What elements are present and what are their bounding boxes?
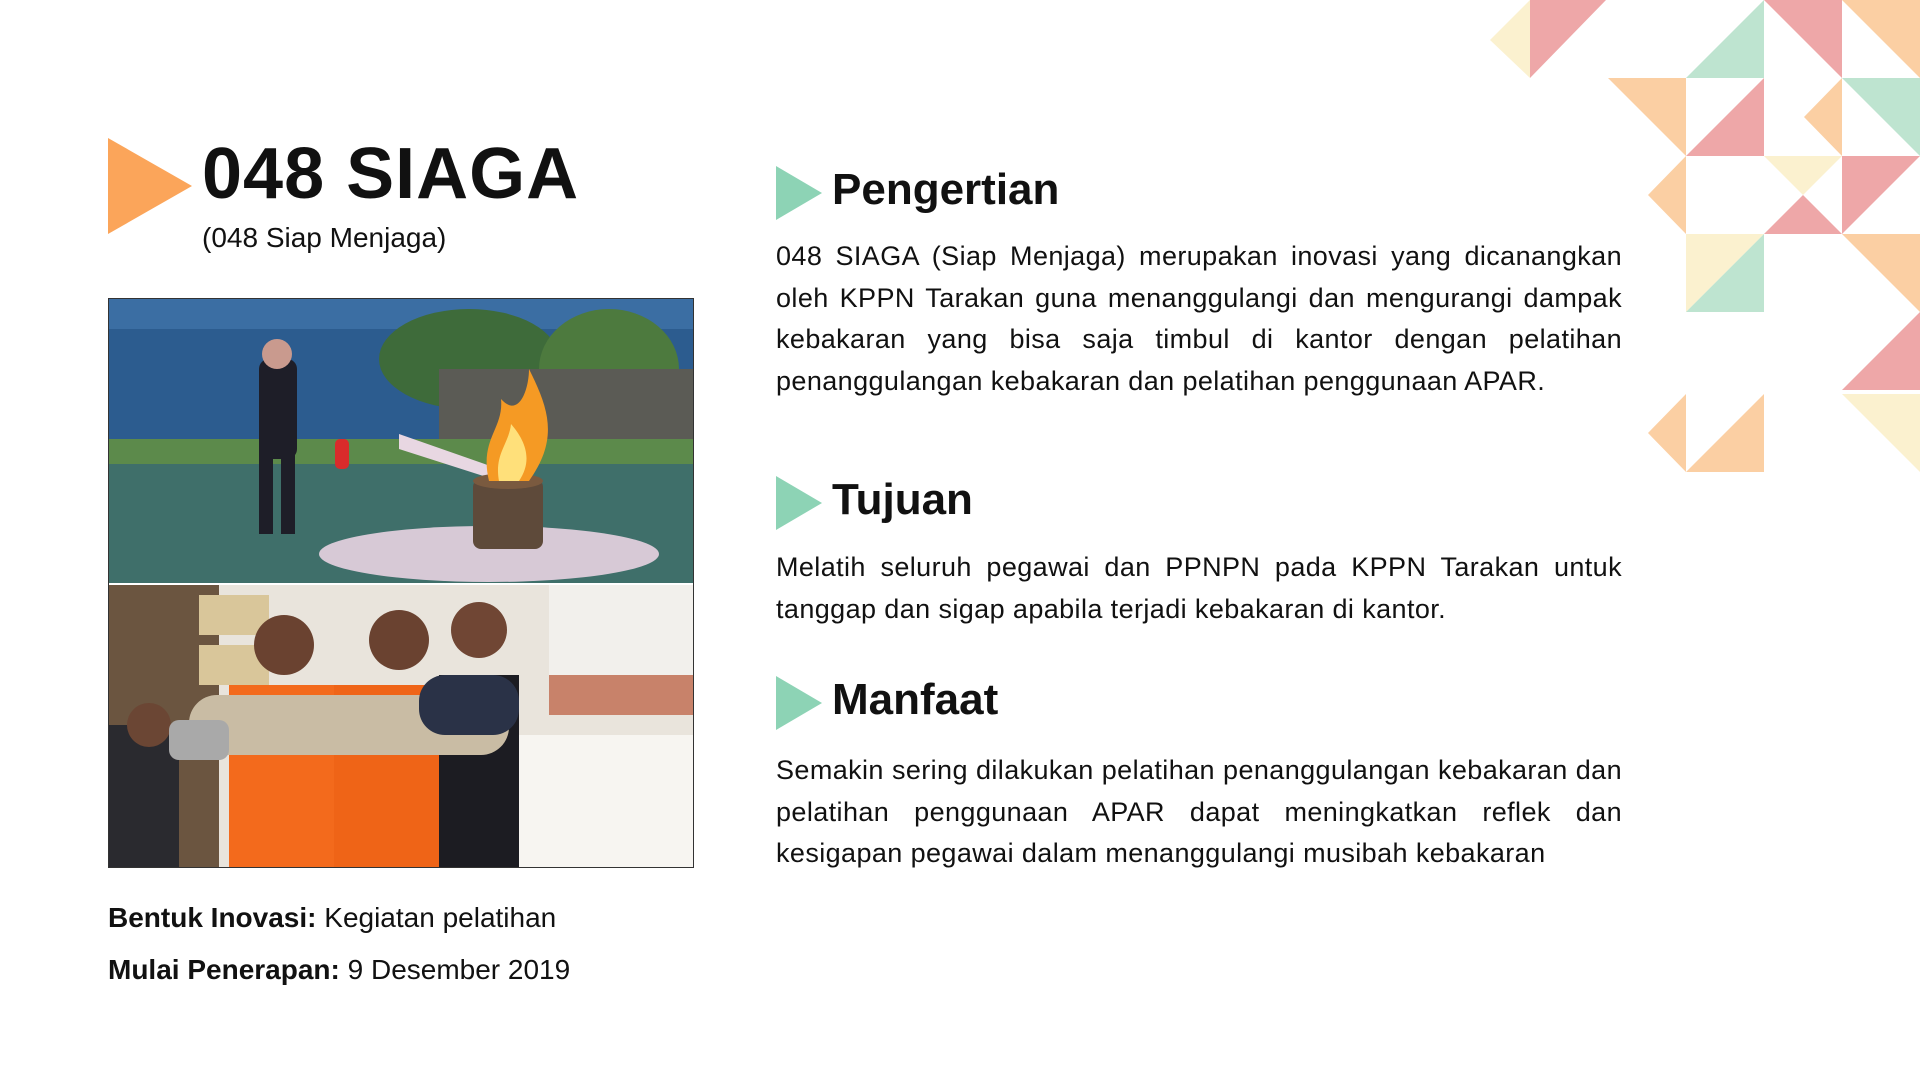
- mulai-penerapan-label: Mulai Penerapan:: [108, 954, 340, 985]
- page-subtitle: (048 Siap Menjaga): [202, 222, 447, 253]
- evacuation-carry-training-photo: [109, 585, 693, 867]
- pengertian-triangle-icon: [776, 166, 822, 220]
- photo-collage: [108, 298, 694, 868]
- title-triangle-icon: [108, 138, 192, 234]
- manfaat-triangle-icon: [776, 676, 822, 730]
- tujuan-heading: Tujuan: [832, 475, 973, 524]
- manfaat-text: Semakin sering dilakukan pelatihan penanggulangan kebakaran dan pelatihan penggunaan APAR dapat meningkatkan reflek dan kesigapan pegawai dalam menanggulangi musibah kebakaran: [776, 755, 1622, 868]
- page-title: 048 SIAGA: [202, 134, 580, 214]
- mulai-penerapan-line: [108, 952, 570, 988]
- fire-extinguisher-training-photo: [109, 299, 693, 583]
- tujuan-text: Melatih seluruh pegawai dan PPNPN pada KPPN Tarakan untuk tanggap dan sigap apabila terjadi kebakaran di kantor.: [776, 552, 1622, 624]
- bentuk-inovasi-line: [108, 900, 556, 936]
- pengertian-heading: Pengertian: [832, 165, 1060, 214]
- mulai-penerapan-value: 9 Desember 2019: [347, 954, 571, 985]
- tujuan-triangle-icon: [776, 476, 822, 530]
- pengertian-text: 048 SIAGA (Siap Menjaga) merupakan inovasi yang dicanangkan oleh KPPN Tarakan guna menanggulangi dan mengurangi dampak kebakaran yang bisa saja timbul di kantor dengan pelatihan penanggulangan kebakaran dan pelatihan penggunaan APAR.: [776, 241, 1622, 396]
- manfaat-heading: Manfaat: [832, 675, 999, 724]
- bentuk-inovasi-value: Kegiatan pelatihan: [324, 902, 557, 933]
- bentuk-inovasi-label: Bentuk Inovasi:: [108, 902, 317, 933]
